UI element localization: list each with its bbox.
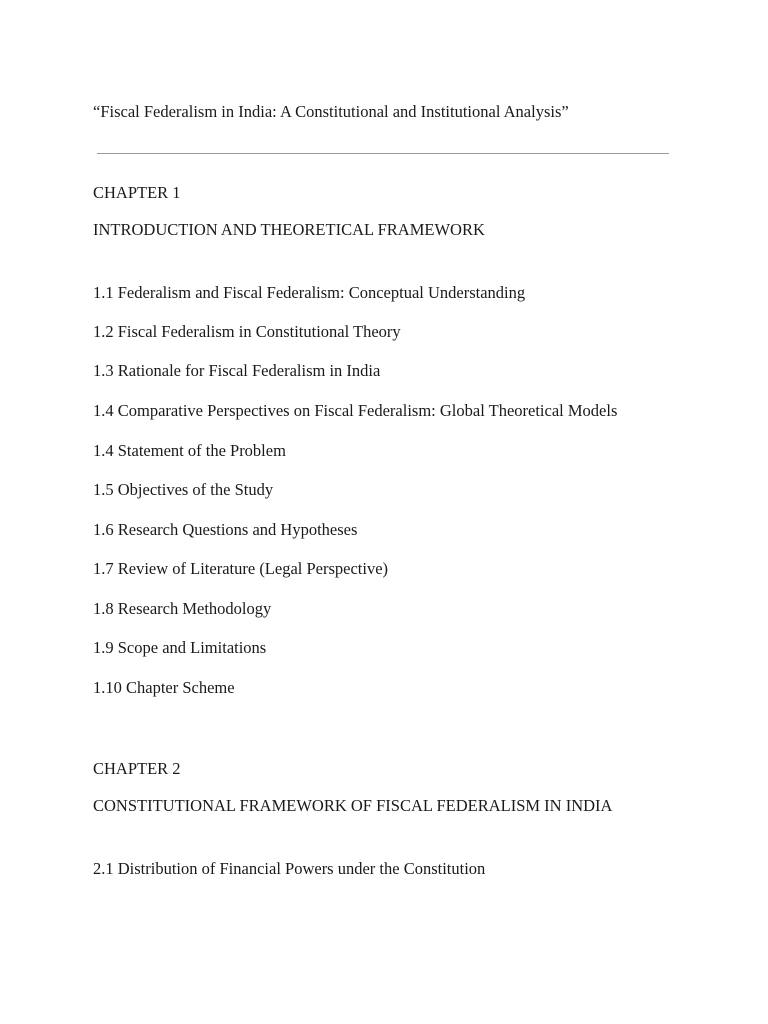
section-1-3: 1.3 Rationale for Fiscal Federalism in India	[93, 361, 381, 380]
section-1-4a: 1.4 Comparative Perspectives on Fiscal Federalism: Global Theoretical Models	[93, 401, 618, 420]
section-1-10: 1.10 Chapter Scheme	[93, 678, 235, 697]
section-2-1: 2.1 Distribution of Financial Powers under the Constitution	[93, 859, 486, 878]
section-1-4b: 1.4 Statement of the Problem	[93, 441, 286, 460]
title-divider	[97, 153, 669, 154]
section-1-5: 1.5 Objectives of the Study	[93, 480, 274, 499]
chapter-1-label: CHAPTER 1	[93, 183, 181, 202]
chapter-2-label: CHAPTER 2	[93, 759, 181, 778]
section-1-6: 1.6 Research Questions and Hypotheses	[93, 520, 358, 539]
section-1-8: 1.8 Research Methodology	[93, 599, 272, 618]
chapter-2-heading: CONSTITUTIONAL FRAMEWORK OF FISCAL FEDERALISM IN INDIA	[93, 796, 613, 815]
section-1-9: 1.9 Scope and Limitations	[93, 638, 267, 657]
section-1-1: 1.1 Federalism and Fiscal Federalism: Conceptual Understanding	[93, 283, 526, 302]
document-title: “Fiscal Federalism in India: A Constitutional and Institutional Analysis”	[93, 102, 569, 121]
chapter-1-heading: INTRODUCTION AND THEORETICAL FRAMEWORK	[93, 220, 485, 239]
section-1-2: 1.2 Fiscal Federalism in Constitutional Theory	[93, 322, 401, 341]
section-1-7: 1.7 Review of Literature (Legal Perspective)	[93, 559, 389, 578]
